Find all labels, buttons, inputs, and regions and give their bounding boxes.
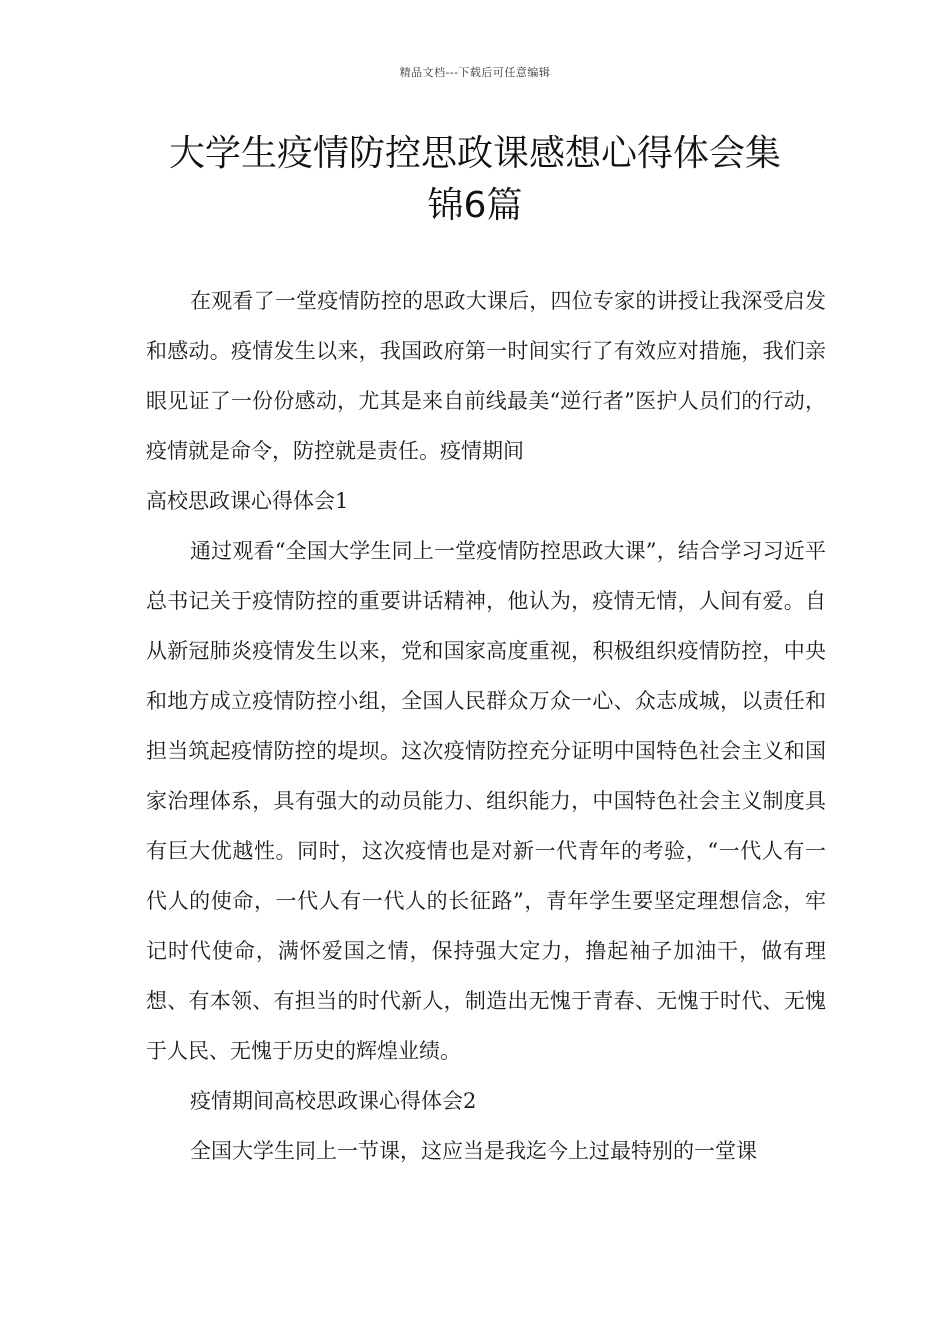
document-body <box>146 276 826 1176</box>
paragraph-4: 全国大学生同上一节课，这应当是我迄今上过最特别的一堂课 <box>190 1139 757 1163</box>
document-title <box>60 128 890 232</box>
paragraph-1-tail: 高校思政课心得体会1 <box>146 489 349 513</box>
paragraph-2: 通过观看“全国大学生同上一堂疫情防控思政大课”，结合学习习近平总书记关于疫情防控的重要讲话精神，他认为，疫情无情，人间有爱。自从新冠肺炎疫情发生以来，党和国家高度重视，积极组织疫情防控，中央和地方成立疫情防控小组，全国人民群众万众一心、众志成城，以责任和担当筑起疫情防控的堤坝。这次疫情防控充分证明中国特色社会主义和国家治理体系，具有强大的动员能力、组织能力，中国特色社会主义制度具有巨大优越性。同时，这次疫情也是对新一代青年的考验，“一代人有一代人的使命，一代人有一代人的长征路”，青年学生要坚定理想信念，牢记时代使命，满怀爱国之情，保持强大定力，撸起袖子加油干，做有理想、有本领、有担当的时代新人，制造出无愧于青春、无愧于时代、无愧于人民、无愧于历史的辉煌业绩。 <box>146 539 826 1063</box>
header-note: 精品文档---下载后可任意编辑 <box>399 66 551 79</box>
section-heading-2: 疫情期间高校思政课心得体会2 <box>190 1089 477 1113</box>
paragraph-1: 在观看了一堂疫情防控的思政大课后，四位专家的讲授让我深受启发和感动。疫情发生以来，我国政府第一时间实行了有效应对措施，我们亲眼见证了一份份感动，尤其是来自前线最美“逆行者”医护人员们的行动，疫情就是命令，防控就是责任。疫情期间 <box>146 289 826 463</box>
title-line-1: 大学生疫情防控思政课感想心得体会集 <box>168 133 781 174</box>
title-line-2: 锦6篇 <box>427 185 523 226</box>
